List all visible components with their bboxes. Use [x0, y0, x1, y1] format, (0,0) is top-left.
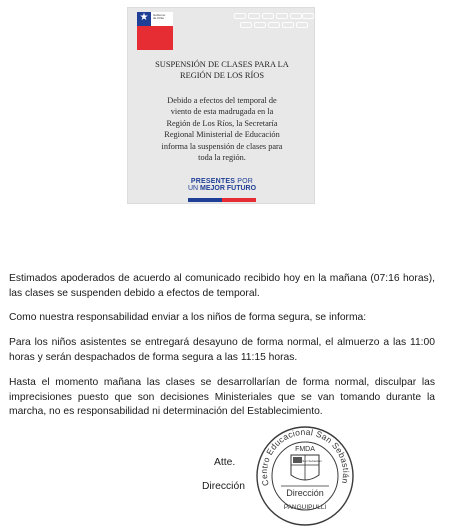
notice-line: Debido a efectos del temporal de	[167, 96, 277, 105]
signature: Dirección	[202, 481, 245, 492]
decorative-pattern	[232, 11, 314, 33]
notice-title-line-1: SUSPENSIÓN DE CLASES PARA LA	[155, 60, 289, 69]
slogan-mejor-futuro: MEJOR FUTURO	[200, 185, 257, 192]
flag-bar	[188, 198, 256, 202]
slogan-por: POR	[237, 178, 254, 185]
stamp-shield-text: San Sebastián	[302, 459, 322, 463]
stamp-top-text: FMDA	[295, 446, 315, 453]
logo-text-2: de Chile	[153, 16, 165, 20]
paragraph-4: Hasta el momento mañana las clases se desarrollarían de forma normal, disculpar las imprecisiones puesto que son decisiones Ministeriales que se van tomando durante la marcha, no es responsabilidad ni determinación del Establecimiento.	[9, 377, 435, 418]
closing: Atte.	[214, 457, 236, 468]
notice-line: toda la región.	[198, 153, 246, 163]
gobierno-logo	[137, 12, 173, 50]
stamp-bottom-text: PANGUIPULLI	[283, 504, 327, 511]
paragraph-2: Como nuestra responsabilidad enviar a los niños de forma segura, se informa:	[9, 312, 367, 323]
notice-title-line-2: REGIÓN DE LOS RÍOS	[180, 71, 264, 80]
logo-text-1: Gobierno	[153, 13, 166, 17]
notice-line: informa la suspensión de clases para	[161, 141, 283, 151]
logo-text-4: Educación	[153, 23, 168, 27]
notice-body	[142, 95, 302, 163]
logo-text-3: Ministerio de	[153, 20, 171, 24]
notice-line: Región de Los Ríos, la Secretaría	[166, 118, 278, 128]
notice-title	[128, 59, 316, 81]
stamp-ring-text: Centro Educacional San Sebastián	[258, 426, 352, 488]
notice-line: Regional Ministerial de Educación	[164, 130, 280, 140]
paragraph-3: Para los niños asistentes se entregará desayuno de forma normal, el almuerzo a las 11:00 horas y serán despachados de forma segura a las 11:15 horas.	[9, 337, 435, 363]
school-stamp	[255, 425, 355, 527]
stamp-center-text: Dirección	[286, 488, 324, 498]
shield-emblem	[291, 455, 322, 480]
notice-card	[127, 7, 315, 204]
slogan-presentes: PRESENTES	[190, 178, 236, 185]
paragraph-1: Estimados apoderados de acuerdo al comunicado recibido hoy en la mañana (07:16 horas), las clases se suspenden debido a efectos de temporal.	[9, 273, 435, 299]
star-icon: ★	[139, 12, 149, 23]
slogan	[128, 178, 316, 192]
slogan-un: UN	[187, 185, 199, 192]
notice-line: viento de esta madrugada en la	[170, 107, 274, 117]
